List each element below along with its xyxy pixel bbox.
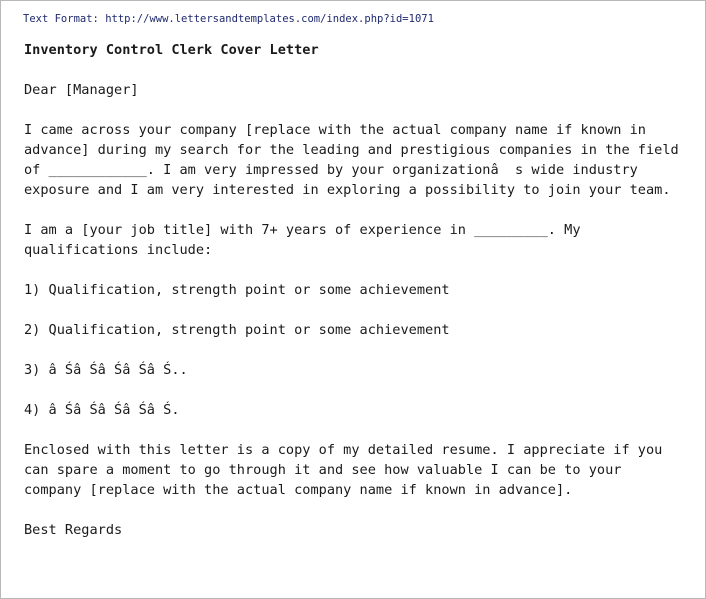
intro-paragraph: I came across your company [replace with the actual company name if known in advance] during my search for the leading and prestigious companies in the field of ____________. I am very impressed by your organizationâ s wide industry exposure and I am very interested in exploring a possibility to join your team. — [24, 122, 679, 198]
sign-off: Best Regards — [24, 522, 123, 538]
qualification-item-2: 2) Qualification, strength point or some achievement — [24, 322, 450, 338]
letter-body — [24, 40, 694, 540]
qualification-item-4: 4) â Śâ Śâ Śâ Śâ Ś. — [24, 402, 180, 418]
source-url[interactable]: http://www.lettersandtemplates.com/index.php?id=1071 — [105, 13, 434, 25]
qualification-item-3: 3) â Śâ Śâ Śâ Śâ Ś.. — [24, 362, 188, 378]
closing-paragraph: Enclosed with this letter is a copy of my detailed resume. I appreciate if you can spare a moment to go through it and see how valuable I can be to your company [replace with the actual company name if known in advance]. — [24, 442, 663, 498]
letter-title: Inventory Control Clerk Cover Letter — [24, 42, 319, 58]
source-prefix: Text Format: — [23, 13, 106, 25]
experience-paragraph: I am a [your job title] with 7+ years of experience in _________. My qualifications include: — [24, 222, 581, 258]
source-line — [23, 13, 434, 25]
salutation: Dear [Manager] — [24, 82, 139, 98]
qualification-item-1: 1) Qualification, strength point or some achievement — [24, 282, 450, 298]
